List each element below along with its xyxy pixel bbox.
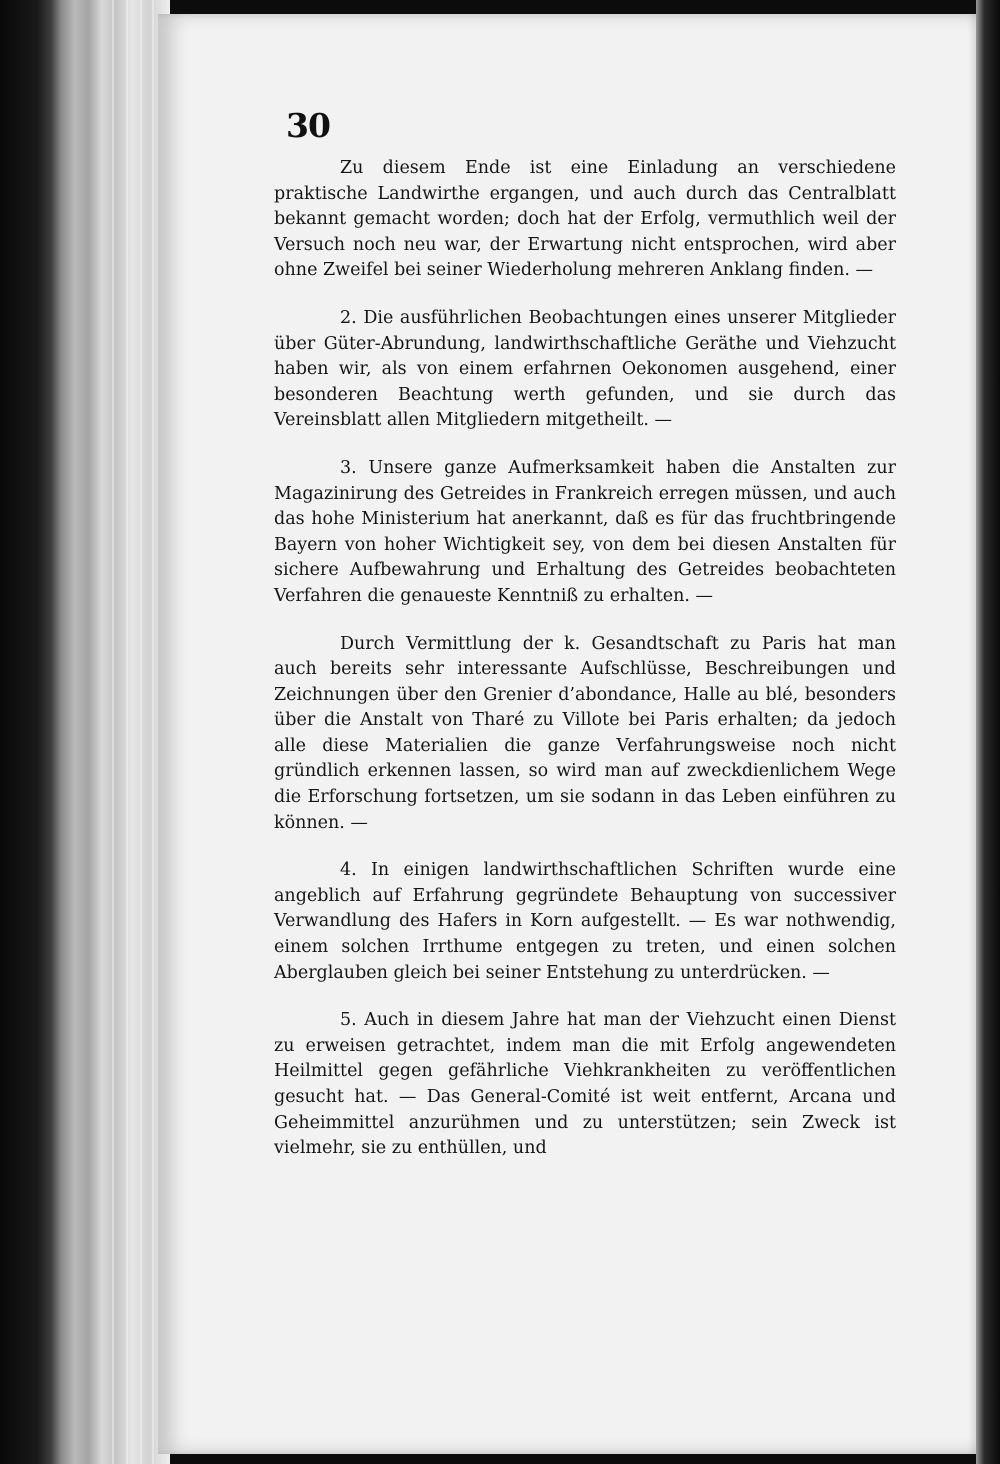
paragraph-3: 3. Unsere ganze Aufmerksamkeit haben die Anstalten zur Magazinirung des Getreides in Frankreich erregen müssen, und auch das hohe Ministerium hat anerkannt, daß es für das fruchtbringende Bayern von hoher Wichtigkeit sey, von dem bei diesen Anstalten für sichere Aufbewahrung und Erhaltung des Getreides beobachteten Verfahren die genaueste Kenntniß zu erhalten. — (274, 457, 896, 606)
page-edge-line (112, 0, 114, 1464)
paragraph-2: 2. Die ausführlichen Beobachtungen eines unserer Mitglieder über Güter-Abrundung, landwirthschaftliche Geräthe und Viehzucht haben wir, als von einem erfahrnen Oekonomen ausgehend, einer besonderen Beachtung werth gefunden, und sie durch das Vereinsblatt allen Mitgliedern mitgetheilt. — (274, 307, 896, 431)
paragraph-intro: Zu diesem Ende ist eine Einladung an verschiedene praktische Landwirthe ergangen, und auch durch das Centralblatt bekannt gemacht worden; doch hat der Erfolg, vermuthlich weil der Versuch noch neu war, der Erwartung nicht entsprochen, wird aber ohne Zweifel bei seiner Wiederholung mehreren Anklang finden. — (274, 158, 896, 281)
book-page (158, 14, 976, 1454)
page-number: 30 (286, 106, 330, 145)
paragraph-paris: Durch Vermittlung der k. Gesandtschaft zu Paris hat man auch bereits sehr interessante Aufschlüsse, Beschreibungen und Zeichnungen über den Grenier d’abondance, Halle au blé, besonders über die Anstalt von Tharé zu Villote bei Paris erhalten; da jedoch alle diese Materialien die ganze Verfahrungsweise noch nicht gründlich erkennen lassen, so wird man auf zweckdienlichem Wege die Erforschung fortsetzen, um sie sodann in das Leben einführen zu können. — (274, 633, 896, 833)
book-edge (0, 0, 170, 1464)
page-body (274, 156, 896, 1162)
book-right-edge (976, 0, 1000, 1464)
page-edge-line (140, 0, 142, 1464)
paragraph-5: 5. Auch in diesem Jahre hat man der Viehzucht einen Dienst zu erweisen getrachtet, indem man die mit Erfolg angewendeten Heilmittel gegen gefährliche Viehkrankheiten zu veröffentlichen gesucht hat. — Das General-Comité ist weit entfernt, Arcana und Geheimmittel anzurühmen und zu unterstützen; sein Zweck ist vielmehr, sie zu enthüllen, und (274, 1010, 896, 1159)
page-edge-line (152, 0, 154, 1464)
page-edge-line (126, 0, 128, 1464)
paragraph-4: 4. In einigen landwirthschaftlichen Schriften wurde eine angeblich auf Erfahrung gegründete Behauptung von successiver Verwandlung des Hafers in Korn aufgestellt. — Es war nothwendig, einem solchen Irrthume entgegen zu treten, und einen solchen Aberglauben gleich bei seiner Entstehung zu unterdrücken. — (274, 860, 896, 983)
